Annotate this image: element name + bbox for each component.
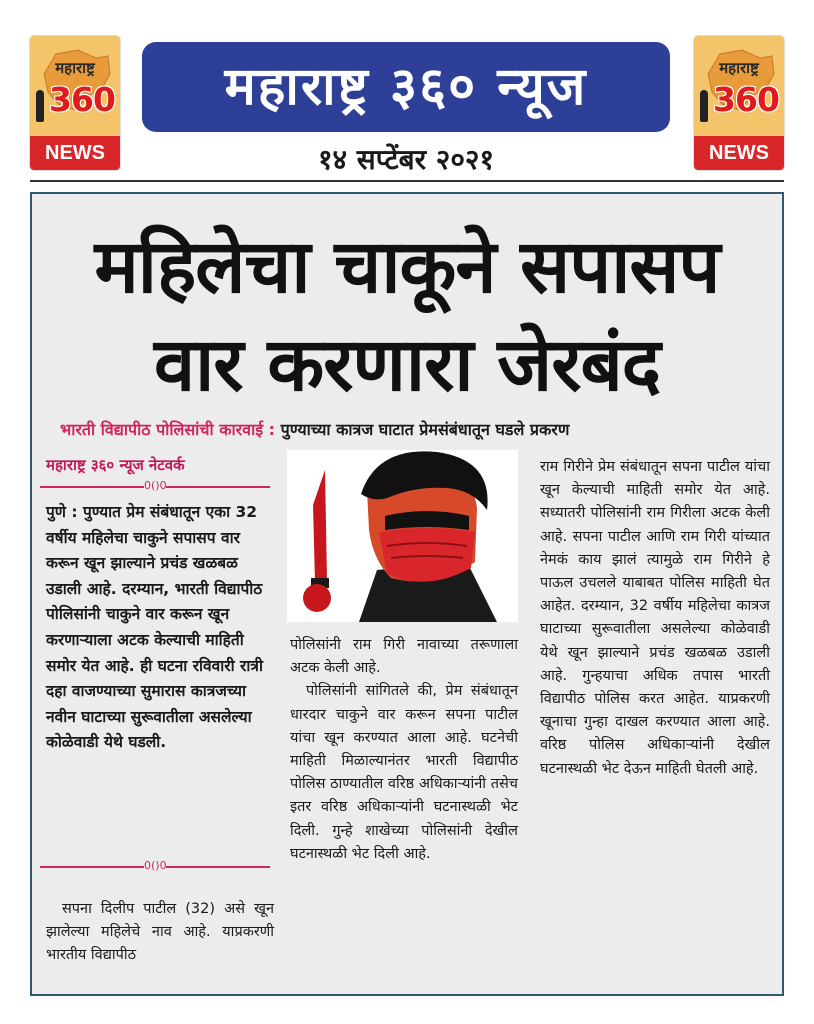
illustration	[287, 450, 518, 622]
byline: महाराष्ट्र ३६० न्यूज नेटवर्क	[46, 456, 185, 474]
logo-number: 360	[49, 80, 115, 119]
logo-tag: NEWS	[694, 136, 784, 170]
logo-brand: महाराष्ट्र	[55, 59, 95, 77]
logo-tag: NEWS	[30, 136, 120, 170]
headline-line-1: महिलेचा चाकूने सपासप	[94, 224, 720, 310]
microphone-icon	[700, 90, 708, 122]
column-3-paragraph: राम गिरीने प्रेम संबंधातून सपना पाटील यांचा खून केल्याची माहिती समोर येत आहे. सध्यातरी पोलिसांनी राम गिरीला अटक केली आहे. सपना पाटील आणि राम गिरी यांच्यात नेमकं काय झालं त्यामुळे राम गिरीने हे पाऊल उचलले याबाबत पोलिस माहिती घेत आहेत. दरम्यान, 32 वर्षीय महिलेचा कात्रज घाटाच्या सुरूवातीला असलेल्या कोळेवाडी येथे खून झाल्याने प्रचंड खळबळ उडाली आहे. गुन्हयाचा अधिक तपास भारती विद्यापीठ पोलिस करत आहेत. याप्रकरणी खूनाचा गुन्हा दाखल करण्यात आला आहे. वरिष्ठ पोलिस अधिकाऱ्यांनी देखील घटनास्थळी भेट देऊन माहिती घेतली आहे.	[540, 459, 770, 777]
logo-right	[694, 36, 784, 170]
divider: 0()0	[40, 866, 270, 868]
issue-date: १४ सप्टेंबर २०२१	[317, 143, 495, 176]
logo-left	[30, 36, 120, 170]
divider: 0()0	[40, 486, 270, 488]
column-2-paragraph: पोलिसांनी सांगितले की, प्रेम संबंधातून धारदार चाकुने वार करून सपना पाटील यांचा खून करण्यात आला आहे. घटनेची माहिती मिळाल्यानंतर भारती विद्यापीठ पोलिस ठाण्यातील वरिष्ठ अधिकाऱ्यांनी तसेच इतर वरिष्ठ अधिकाऱ्यांनी घटनास्थळी भेट दिली. गुन्हे शाखेच्या पोलिसांनी देखील घटनास्थळी भेट दिली आहे.	[290, 683, 518, 862]
lead-paragraph: पुणे : पुण्यात प्रेम संबंधातून एका 32 वर्षीय महिलेचा चाकुने सपासप वार करून खून झाल्याने प्रचंड खळबळ उडाली आहे. दरम्यान, भारती विद्यापीठ पोलिसांनी चाकुने वार करून खून करणाऱ्याला अटक केल्याची माहिती समोर येत आहे. ही घटना रविवारी रात्री दहा वाजण्याच्या सुमारास कात्रजच्या नवीन घाटाच्या सुरूवातीला असलेल्या कोळेवाडी येथे घडली.	[46, 503, 263, 752]
deck: पुण्याच्या कात्रज घाटात प्रेमसंबंधातून घडले प्रकरण	[280, 420, 570, 439]
column-1-body: सपना दिलीप पाटील (32) असे खून झालेल्या महिलेचे नाव आहे. याप्रकरणी भारतीय विद्यापीठ	[46, 901, 274, 964]
column-2-paragraph: पोलिसांनी राम गिरी नावाच्या तरूणाला अटक केली आहे.	[290, 637, 518, 677]
column-2-body	[290, 634, 518, 866]
logo-number: 360	[713, 80, 779, 119]
masthead-rule	[30, 180, 784, 182]
column-3-body	[540, 456, 770, 781]
subheadline	[60, 418, 760, 440]
kicker: भारती विद्यापीठ पोलिसांची कारवाई :	[60, 420, 276, 439]
headline-line-2: वार करणारा जेरबंद	[153, 322, 661, 408]
microphone-icon	[36, 90, 44, 122]
logo-brand: महाराष्ट्र	[719, 59, 759, 77]
masked-man-with-knife-icon	[287, 450, 518, 622]
headline	[0, 218, 814, 414]
masthead-title: महाराष्ट्र ३६० न्यूज	[142, 42, 670, 132]
